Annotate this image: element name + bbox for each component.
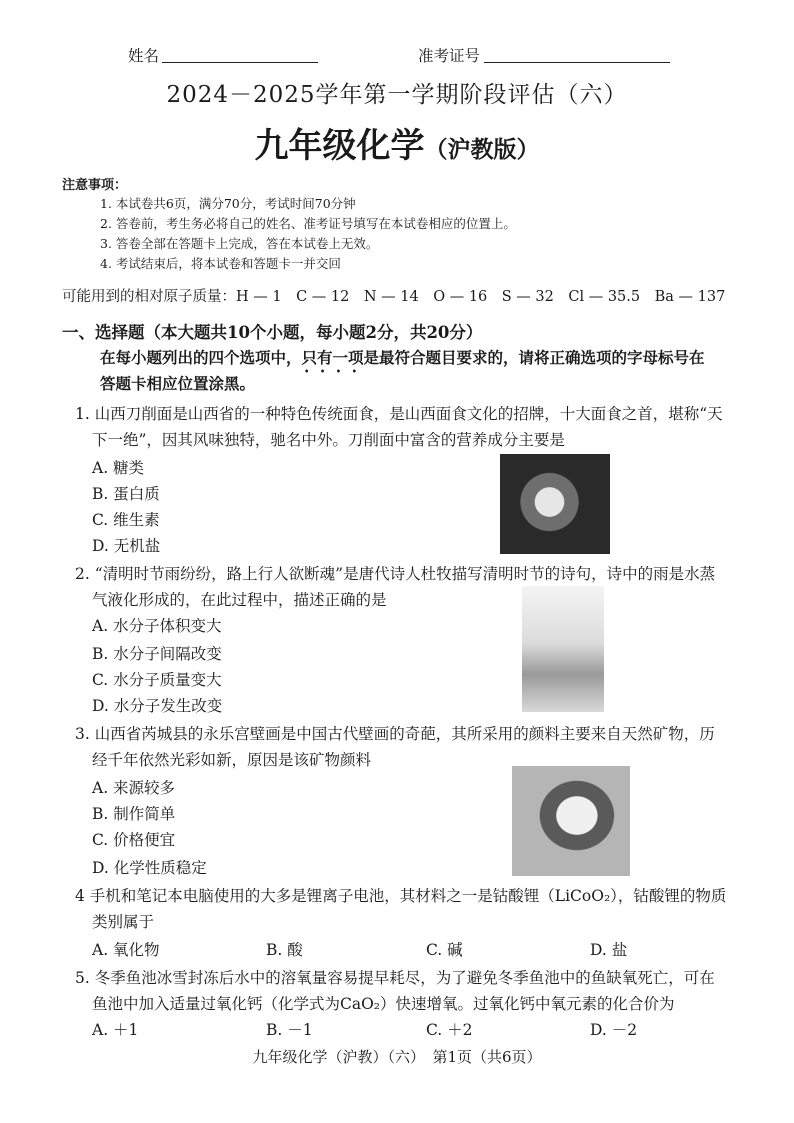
question-3-option-c: C. 价格便宜 <box>92 831 176 849</box>
name-blank <box>162 62 318 63</box>
question-2-option-d: D. 水分子发生改变 <box>92 697 223 715</box>
question-1-option-c: C. 维生素 <box>92 511 160 529</box>
question-5-option-a: A. ＋1 <box>92 1021 139 1039</box>
exam-number-label: 准考证号 <box>418 47 481 65</box>
atomic-masses: 可能用到的相对原子质量：H — 1 C — 12 N — 14 O — 16 S — 32 Cl — 35.5 Ba — 137 <box>62 289 726 305</box>
question-1-option-b: B. 蛋白质 <box>92 485 160 503</box>
question-4-option-d: D. 盐 <box>590 941 628 959</box>
section-instructions-line2: 答题卡相应位置涂黑。 <box>100 374 256 393</box>
question-5-option-d: D. －2 <box>590 1021 638 1039</box>
notice-item: 3. 答卷全部在答题卡上完成，答在本试卷上无效。 <box>100 236 379 251</box>
notice-item: 2. 答卷前，考生务必将自己的姓名、准考证号填写在本试卷相应的位置上。 <box>100 216 516 231</box>
edition-label: （沪教版） <box>424 136 540 163</box>
section-heading: 一、选择题（本大题共10个小题，每小题2分，共20分） <box>62 323 483 342</box>
knife-noodles-image <box>500 454 610 554</box>
question-1-option-a: A. 糖类 <box>92 459 145 477</box>
question-4-text-line2: 类别属于 <box>92 913 155 931</box>
yongle-mural-image <box>512 766 630 876</box>
section-instructions: 在每小题列出的四个选项中，只有一项 • • • •是最符合题目要求的，请将正确选项的字母标号在 <box>100 346 705 368</box>
question-5-option-b: B. －1 <box>266 1021 313 1039</box>
notice-item: 1. 本试卷共6页，满分70分，考试时间70分钟 <box>100 196 356 211</box>
subject-title <box>0 118 794 167</box>
question-3-text-line2: 经千年依然光彩如新，原因是该矿物颜料 <box>92 751 372 769</box>
exam-number-blank <box>484 62 670 63</box>
question-2-text-line2: 气液化形成的，在此过程中，描述正确的是 <box>92 591 387 609</box>
exam-title: 2024－2025学年第一学期阶段评估（六） <box>166 82 628 108</box>
qingming-painting-image <box>522 586 604 712</box>
question-4-option-a: A. 氧化物 <box>92 941 160 959</box>
question-2-option-a: A. 水分子体积变大 <box>92 617 222 635</box>
question-5-option-c: C. ＋2 <box>426 1021 473 1039</box>
question-2-option-c: C. 水分子质量变大 <box>92 671 222 689</box>
question-4-option-b: B. 酸 <box>266 941 303 959</box>
question-4-text: 4 手机和笔记本电脑使用的大多是锂离子电池，其材料之一是钴酸锂（LiCoO₂），钴酸锂的物质 <box>75 887 727 905</box>
question-3-option-d: D. 化学性质稳定 <box>92 859 207 877</box>
question-1-text: 1. 山西刀削面是山西省的一种特色传统面食，是山西面食文化的招牌，十大面食之首，堪称“天 <box>75 405 723 423</box>
question-5-text-line2: 鱼池中加入适量过氧化钙（化学式为CaO₂）快速增氧。过氧化钙中氧元素的化合价为 <box>92 995 675 1013</box>
page-footer: 九年级化学（沪教）（六） 第1页（共6页） <box>252 1048 542 1066</box>
question-3-text: 3. 山西省芮城县的永乐宫壁画是中国古代壁画的奇葩，其所采用的颜料主要来自天然矿物，历 <box>75 725 715 743</box>
notice-item: 4. 考试结束后，将本试卷和答题卡一并交回 <box>100 256 341 271</box>
notice-heading: 注意事项： <box>62 178 128 193</box>
name-label: 姓名 <box>128 47 160 65</box>
question-2-text: 2. “清明时节雨纷纷，路上行人欲断魂”是唐代诗人杜牧描写清明时节的诗句，诗中的雨是水蒸 <box>75 565 716 583</box>
question-3-option-a: A. 来源较多 <box>92 779 176 797</box>
question-4-option-c: C. 碱 <box>426 941 463 959</box>
subject-name: 九年级化学 <box>254 126 425 166</box>
question-3-option-b: B. 制作简单 <box>92 805 176 823</box>
question-5-text: 5. 冬季鱼池冰雪封冻后水中的溶氧量容易提早耗尽，为了避免冬季鱼池中的鱼缺氧死亡，可在 <box>75 969 715 987</box>
question-1-text-line2: 下一绝”，因其风味独特，驰名中外。刀削面中富含的营养成分主要是 <box>92 431 565 449</box>
question-1-option-d: D. 无机盐 <box>92 537 161 555</box>
question-2-option-b: B. 水分子间隔改变 <box>92 645 222 663</box>
emphasis-only-one: 只有一项 • • • • <box>302 348 364 367</box>
